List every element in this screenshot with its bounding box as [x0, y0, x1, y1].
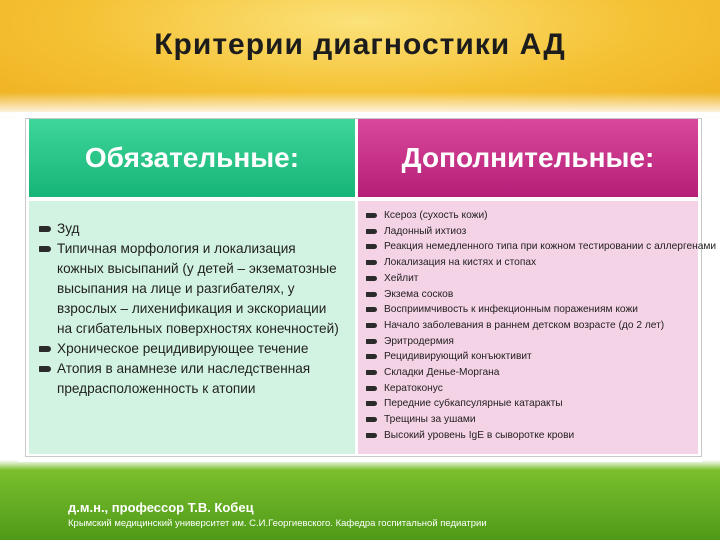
additional-item: [366, 271, 692, 287]
additional-item-text: Передние субкапсулярные катаракты: [384, 398, 563, 410]
additional-item: [366, 239, 717, 255]
arrow-bullet-icon: [39, 346, 51, 352]
footer-organization: Крымский медицинский университет им. С.И.Георгиевского. Кафедра госпитальной педиатрии: [68, 518, 487, 529]
mandatory-item: [39, 359, 345, 399]
mandatory-item: [39, 239, 345, 339]
arrow-bullet-icon: [39, 226, 51, 232]
additional-item-text: Реакция немедленного типа при кожном тестировании с аллергенами: [384, 241, 717, 253]
additional-item: [366, 396, 692, 412]
footer-author: д.м.н., профессор Т.В. Кобец: [68, 500, 254, 515]
arrow-bullet-icon: [366, 213, 377, 218]
mandatory-item-text: Атопия в анамнезе или наследственная предрасположенность к атопии: [57, 361, 311, 396]
arrow-bullet-icon: [366, 323, 377, 328]
arrow-bullet-icon: [366, 292, 377, 297]
additional-body: [358, 201, 717, 454]
arrow-bullet-icon: [366, 401, 377, 406]
additional-item: [366, 208, 692, 224]
arrow-bullet-icon: [366, 386, 377, 391]
additional-item-text: Экзема сосков: [384, 288, 454, 300]
arrow-bullet-icon: [366, 417, 377, 422]
additional-item: [366, 428, 692, 444]
arrow-bullet-icon: [39, 366, 51, 372]
additional-item-text: Кератоконус: [384, 382, 443, 394]
additional-item-text: Складки Денье-Моргана: [384, 367, 500, 379]
arrow-bullet-icon: [366, 370, 377, 375]
additional-item: [366, 318, 692, 334]
additional-header: Дополнительные:: [358, 119, 698, 197]
mandatory-item-text: Типичная морфология и локализация кожных высыпаний (у детей – экзематозные высыпания на лице и разгибателях, у взрослых – лихенификация и экскориации на сгибательных поверхностях конечностей): [57, 241, 339, 336]
arrow-bullet-icon: [366, 339, 377, 344]
arrow-bullet-icon: [366, 229, 377, 234]
slide-title: Критерии диагностики АД: [154, 28, 566, 61]
criteria-table: [25, 118, 717, 457]
mandatory-header: Обязательные:: [29, 119, 355, 197]
additional-item: [366, 334, 692, 350]
additional-item: [366, 302, 692, 318]
additional-item: [366, 365, 692, 381]
additional-list: [366, 208, 717, 444]
arrow-bullet-icon: [366, 260, 377, 265]
additional-item: [366, 381, 692, 397]
additional-item-text: Восприимчивость к инфекционным поражениям кожи: [384, 304, 638, 316]
additional-item: [366, 224, 692, 240]
mandatory-item: [39, 339, 345, 359]
additional-item-text: Начало заболевания в раннем детском возрасте (до 2 лет): [384, 319, 665, 331]
mandatory-list: [39, 219, 345, 399]
additional-item-text: Хейлит: [384, 272, 419, 284]
additional-item: [366, 255, 692, 271]
additional-item-text: Эритродермия: [384, 335, 454, 347]
additional-item-text: Трещины за ушами: [384, 414, 476, 426]
mandatory-body: [29, 201, 355, 454]
arrow-bullet-icon: [366, 307, 377, 312]
mandatory-item-text: Зуд: [57, 221, 80, 236]
arrow-bullet-icon: [366, 276, 377, 281]
arrow-bullet-icon: [366, 354, 377, 359]
additional-item-text: Рецидивирующий конъюктивит: [384, 351, 532, 363]
arrow-bullet-icon: [39, 246, 51, 252]
additional-item: [366, 412, 692, 428]
additional-item-text: Высокий уровень IgE в сыворотке крови: [384, 429, 575, 441]
additional-item-text: Ксероз (сухость кожи): [384, 210, 488, 221]
arrow-bullet-icon: [366, 244, 377, 249]
additional-item: [366, 349, 692, 365]
additional-item-text: Локализация на кистях и стопах: [384, 257, 537, 269]
additional-item-text: Ладонный ихтиоз: [384, 225, 467, 237]
mandatory-column: [29, 119, 355, 456]
arrow-bullet-icon: [366, 433, 377, 438]
additional-column: [358, 119, 717, 456]
mandatory-item-text: Хроническое рецидивирующее течение: [57, 341, 309, 356]
mandatory-item: [39, 219, 345, 239]
additional-item: [366, 287, 692, 303]
